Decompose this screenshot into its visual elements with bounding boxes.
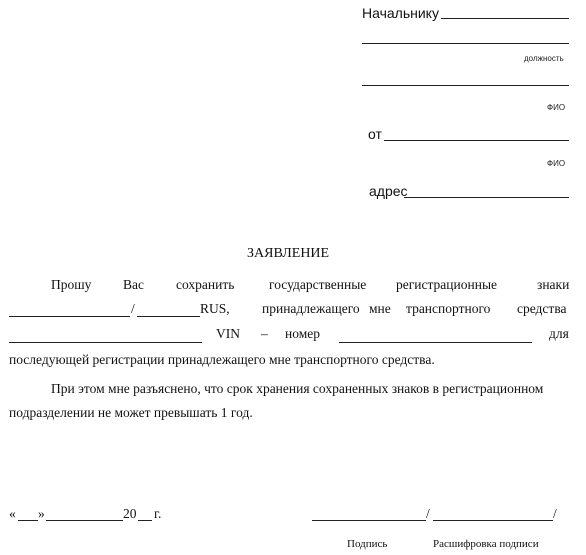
plate-region-field[interactable] — [137, 316, 200, 317]
p1-word: транспортного — [406, 301, 491, 316]
p1-line-3: последующей регистрации принадлежащего мне транспортного средства. — [9, 352, 435, 367]
to-label: Начальнику — [362, 5, 439, 21]
year-suffix: г. — [154, 506, 162, 521]
p1-word: регистрационные — [396, 277, 498, 292]
p1-word: государственные — [269, 277, 367, 292]
applicant-address-field[interactable] — [404, 197, 569, 198]
p1-word: для — [549, 326, 569, 341]
signature-field[interactable] — [312, 520, 426, 521]
vehicle-field[interactable] — [9, 342, 202, 343]
p1-word: принадлежащего — [262, 301, 360, 316]
fio-caption-2: ФИО — [547, 159, 566, 168]
rus-label: RUS, — [200, 301, 230, 316]
p2-line-1: При этом мне разъяснено, что срок хранения сохраненных знаков в регистрационном — [51, 381, 544, 396]
recipient-fio-field[interactable] — [362, 85, 569, 86]
recipient-name-field[interactable] — [441, 18, 569, 19]
day-field[interactable] — [18, 520, 38, 521]
p1-word: средства — [517, 301, 567, 316]
recipient-position-field[interactable] — [362, 43, 569, 44]
p1-word: Прошу — [51, 277, 92, 292]
year-prefix: 20 — [123, 506, 137, 521]
signature-slash-1: / — [426, 506, 430, 521]
p2-line-2: подразделении не может превышать 1 год. — [9, 405, 253, 420]
from-label: от — [368, 126, 382, 142]
year-field[interactable] — [138, 520, 152, 521]
page-title: ЗАЯВЛЕНИЕ — [247, 246, 330, 261]
nomer-label: номер — [285, 326, 321, 341]
applicant-name-field[interactable] — [384, 140, 569, 141]
fio-caption-1: ФИО — [547, 103, 566, 112]
position-caption: должность — [524, 54, 564, 63]
p1-word: мне — [369, 301, 391, 316]
address-label: адрес — [369, 183, 408, 199]
plate-slash: / — [131, 301, 135, 316]
month-field[interactable] — [46, 520, 123, 521]
p1-word: Вас — [123, 277, 144, 292]
signature-decoding-field[interactable] — [433, 520, 553, 521]
vin-number-field[interactable] — [339, 342, 532, 343]
decoding-caption: Расшифровка подписи — [433, 538, 539, 550]
vin-label: VIN — [216, 326, 240, 341]
quote-close: » — [38, 506, 45, 521]
quote-open: « — [9, 506, 16, 521]
p1-word: знаки — [537, 277, 570, 292]
signature-caption: Подпись — [347, 538, 388, 550]
p1-word: сохранить — [176, 277, 235, 292]
dash: – — [261, 326, 268, 341]
plate-number-field[interactable] — [9, 316, 130, 317]
signature-slash-2: / — [553, 506, 557, 521]
